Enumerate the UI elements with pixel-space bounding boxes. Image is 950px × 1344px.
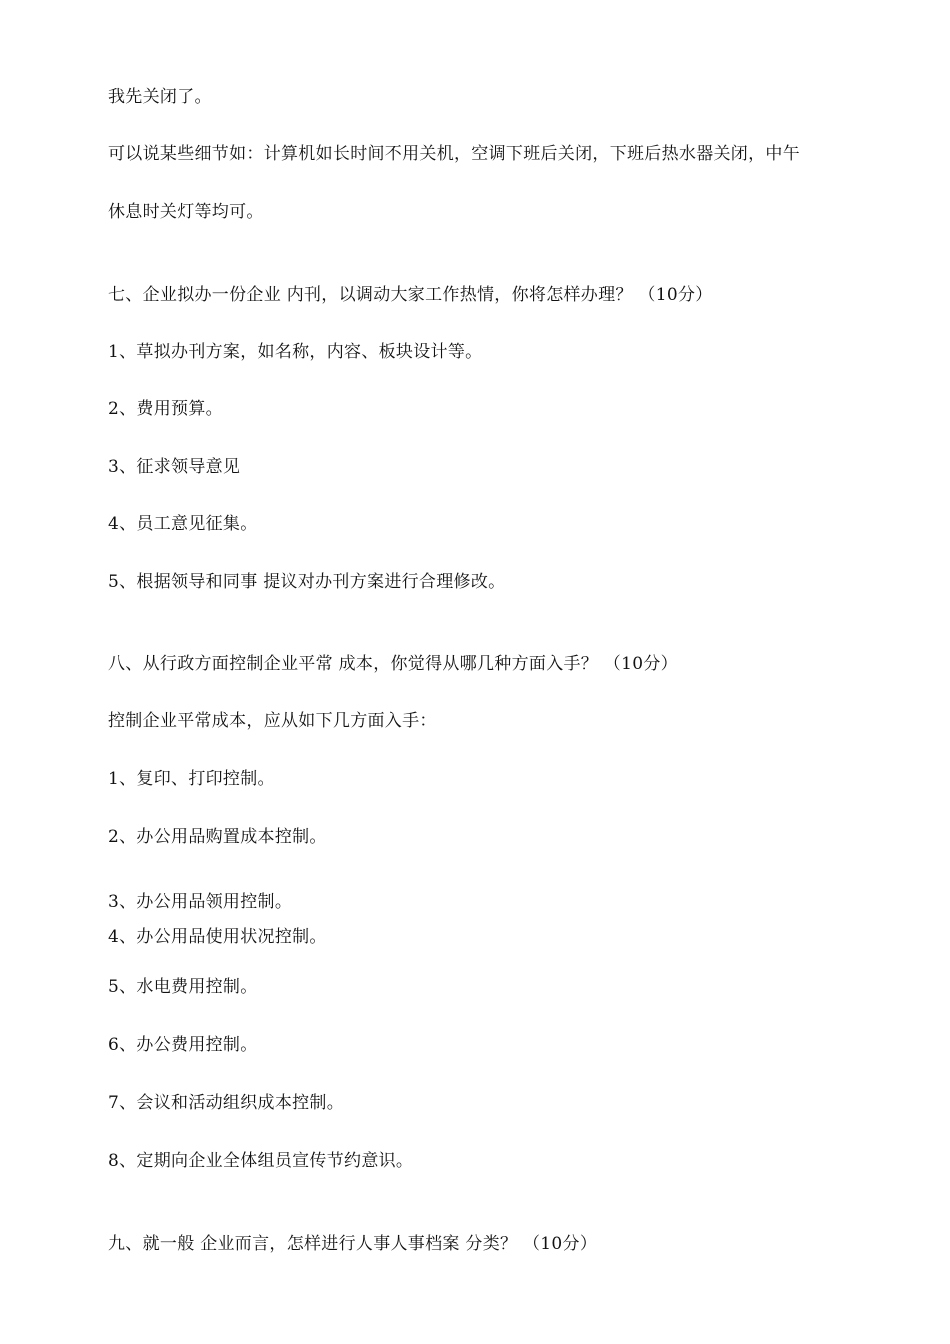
list-item: 1、草拟办刊方案，如名称，内容、板块设计等。 — [108, 342, 483, 362]
list-item: 3、征求领导意见 — [108, 457, 241, 477]
list-item: 3、办公用品领用控制。 — [108, 892, 293, 912]
list-item: 5、水电费用控制。 — [108, 977, 258, 997]
text-line: 我先关闭了。 — [108, 87, 212, 107]
list-item: 8、定期向企业全体组员宣传节约意识。 — [108, 1151, 414, 1171]
text-line: 可以说某些细节如：计算机如长时间不用关机，空调下班后关闭，下班后热水器关闭，中午 — [108, 144, 800, 164]
text-line: 控制企业平常成本，应从如下几方面入手： — [108, 711, 437, 731]
question-heading: 九、就一般 企业而言，怎样进行人事人事档案 分类？ （10分） — [108, 1234, 598, 1254]
text-line: 休息时关灯等均可。 — [108, 202, 264, 222]
list-item: 6、办公费用控制。 — [108, 1035, 258, 1055]
list-item: 4、员工意见征集。 — [108, 514, 258, 534]
list-item: 2、办公用品购置成本控制。 — [108, 827, 327, 847]
list-item: 5、根据领导和同事 提议对办刊方案进行合理修改。 — [108, 572, 506, 592]
list-item: 1、复印、打印控制。 — [108, 769, 275, 789]
list-item: 2、费用预算。 — [108, 399, 223, 419]
list-item: 7、会议和活动组织成本控制。 — [108, 1093, 345, 1113]
question-heading: 八、从行政方面控制企业平常 成本，你觉得从哪几种方面入手？ （10分） — [108, 654, 678, 674]
list-item: 4、办公用品使用状况控制。 — [108, 927, 327, 947]
question-heading: 七、企业拟办一份企业 内刊，以调动大家工作热情，你将怎样办理？ （10分） — [108, 285, 713, 305]
